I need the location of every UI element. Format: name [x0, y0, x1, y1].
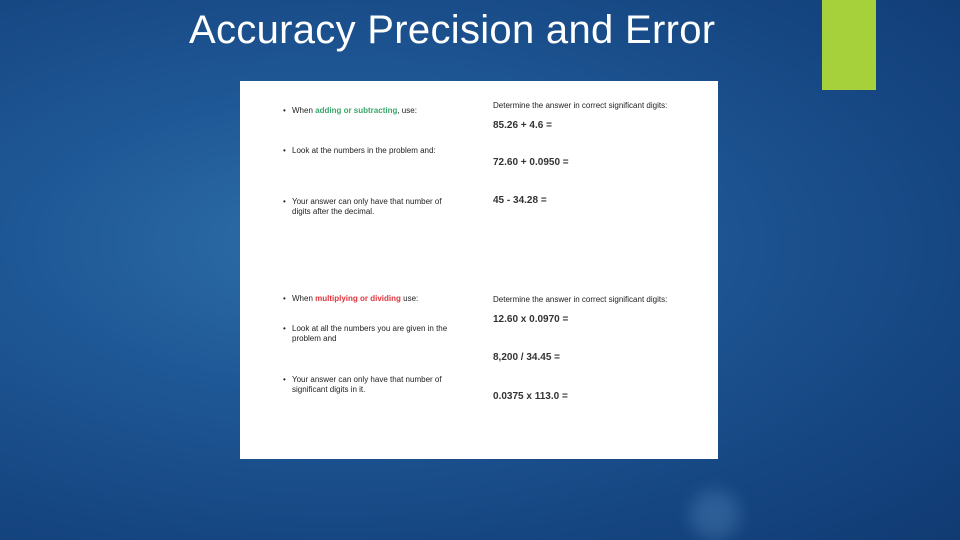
bullet: •: [283, 324, 286, 333]
mult-rule-1: • When multiplying or dividing use:: [283, 294, 419, 303]
bullet: •: [283, 106, 286, 115]
mult-problem-1: 12.60 x 0.0970 =: [493, 314, 569, 325]
add-problem-3: 45 - 34.28 =: [493, 195, 547, 206]
bullet: •: [283, 294, 286, 303]
mult-problem-3: 0.0375 x 113.0 =: [493, 391, 568, 402]
mult-rule-2: • Look at all the numbers you are given in the problem and: [283, 324, 448, 343]
bullet: •: [283, 146, 286, 155]
add-problem-2: 72.60 + 0.0950 =: [493, 157, 569, 168]
bullet: •: [283, 197, 286, 206]
add-problem-1: 85.26 + 4.6 =: [493, 120, 552, 131]
mult-highlight: multiplying or dividing: [315, 294, 401, 303]
add-section-header: Determine the answer in correct significant digits:: [493, 101, 668, 110]
mult-problem-2: 8,200 / 34.45 =: [493, 352, 561, 363]
add-highlight: adding or subtracting: [315, 106, 398, 115]
worksheet-image: [240, 81, 718, 459]
accent-bar: [822, 0, 876, 90]
background-glow: [690, 490, 740, 540]
bullet: •: [283, 375, 286, 384]
slide-title: Accuracy Precision and Error: [189, 8, 716, 52]
mult-section-header: Determine the answer in correct significant digits:: [493, 295, 668, 304]
add-rule-2: • Look at the numbers in the problem and:: [283, 146, 436, 155]
add-rule-1: • When adding or subtracting, use:: [283, 106, 417, 115]
mult-rule-3: • Your answer can only have that number of significant digits in it.: [283, 375, 442, 394]
add-rule-3: • Your answer can only have that number of digits after the decimal.: [283, 197, 442, 216]
